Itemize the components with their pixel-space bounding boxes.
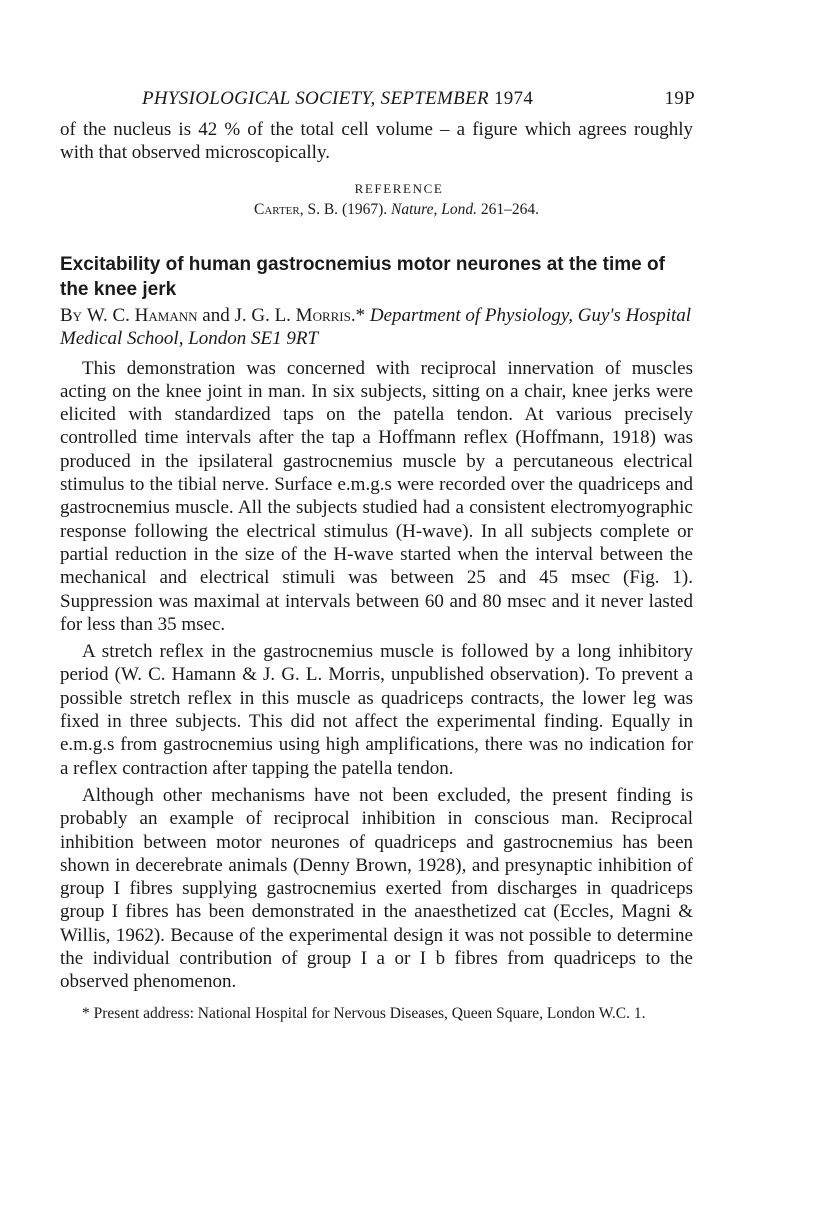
running-head — [142, 88, 693, 114]
page-number: 19P — [664, 88, 695, 109]
byline — [60, 304, 693, 351]
reference-author: Carter, S. B. — [253, 200, 339, 218]
previous-article-tail: of the nucleus is 42 % of the total cell volume – a figure which agrees roughly with that observed microscopically. — [60, 119, 693, 164]
running-head-title — [142, 88, 533, 110]
body-paragraph-2: A stretch reflex in the gastrocnemius muscle is followed by a long inhibitory period (W. C. Hamann & J. G. L. Morris, unpublished observation). To prevent a possible stretch reflex in this muscle as quadriceps contracts, the lower leg was fixed in three subjects. This did not affect the experimental finding. Equally in e.m.g.s from gastrocnemius using high amplifications, there was no indication for a reflex contraction after tapping the patella tendon. — [60, 641, 693, 779]
footnote: * Present address: National Hospital for Nervous Diseases, Queen Square, London W.C. 1. — [82, 1004, 646, 1022]
reference-entry — [100, 201, 693, 223]
reference-year: (1967). — [341, 200, 388, 218]
journal-section-title: PHYSIOLOGICAL SOCIETY, SEPTEMBER — [142, 88, 489, 109]
page — [60, 88, 693, 1024]
byline-by: By — [60, 304, 83, 326]
author-2: J. G. L. Morris.* — [234, 304, 366, 326]
reference-pages: 261–264. — [480, 200, 539, 218]
reference-journal: Nature, Lond. — [391, 200, 477, 218]
article-title: Excitability of human gastrocnemius motor neurones at the time of the knee jerk — [60, 253, 665, 300]
body-paragraph-3: Although other mechanisms have not been excluded, the present finding is probably an example of reciprocal inhibition in conscious man. Reciprocal inhibition between motor neurones of quadriceps and gastrocnemius has been shown in decerebrate animals (Denny Brown, 1928), and presynaptic inhibition of group I fibres supplying gastrocnemius exerted from discharges in quadriceps group I fibres has been demonstrated in the anaesthetized cat (Eccles, Magni & Willis, 1962). Because of the experimental design it was not possible to determine the individual contribution of group I a or I b fibres from quadriceps to the observed phenomenon. — [60, 784, 693, 993]
affiliation: Department of Physiology, Guy's Hospital Medical School, London SE1 9RT — [60, 304, 692, 350]
author-1: W. C. Hamann — [86, 304, 198, 326]
body-paragraph-1: This demonstration was concerned with reciprocal innervation of muscles acting on the knee joint in man. In six subjects, sitting on a chair, knee jerks were elicited with standardized taps on the patella tendon. At various precisely controlled time intervals after the tap a Hoffmann reflex (Hoffmann, 1918) was produced in the ipsilateral gastrocnemius muscle by a percutaneous electrical stimulus to the tibial nerve. Surface e.m.g.s were recorded over the quadriceps and gastrocnemius muscle. All the subjects studied had a consistent electromyographic response following the electrical stimulus (H-wave). In all subjects complete or partial reduction in the size of the H-wave started when the interval between the mechanical and electrical stimuli was between 25 and 45 msec (Fig. 1). Suppression was maximal at intervals between 60 and 80 msec and it never lasted for less than 35 msec. — [60, 357, 693, 635]
byline-and: and — [202, 304, 230, 326]
journal-year: 1974 — [493, 88, 534, 109]
reference-heading: REFERENCE — [354, 180, 444, 196]
